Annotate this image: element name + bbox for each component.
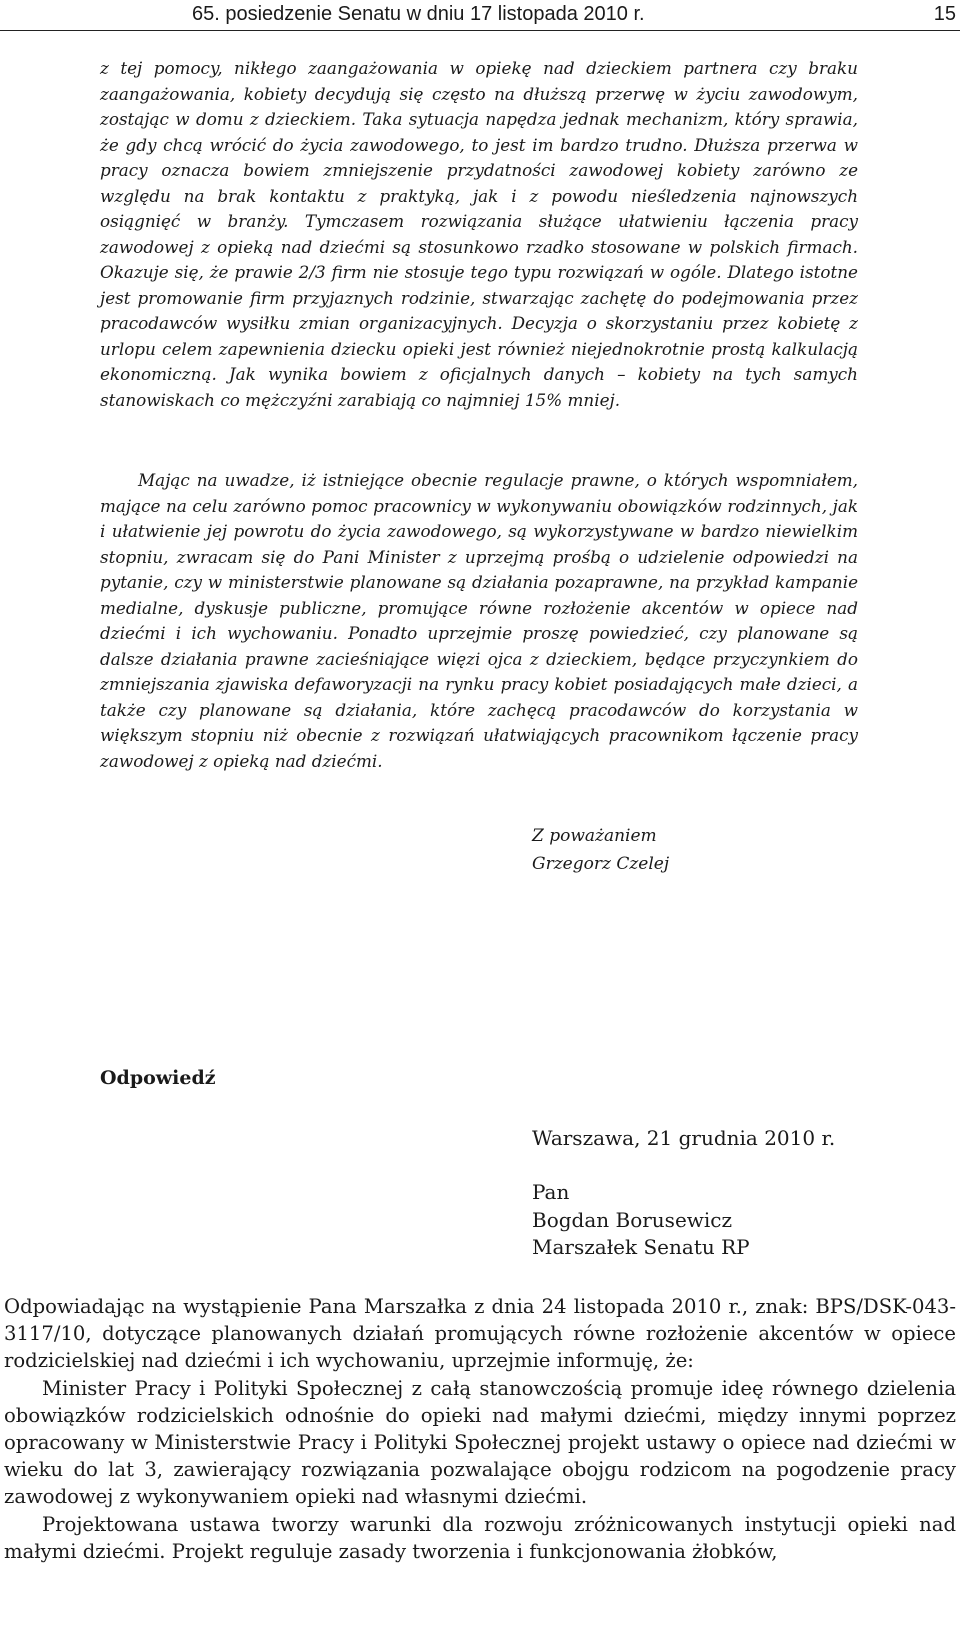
reply-body xyxy=(4,1293,956,1565)
statement-paragraph-1-block xyxy=(100,56,858,413)
addressee-line-1: Pan xyxy=(532,1180,570,1204)
header-title: 65. posiedzenie Senatu w dniu 17 listopada 2010 r. xyxy=(192,3,645,25)
answer-date: Warszawa, 21 grudnia 2010 r. xyxy=(532,1126,836,1150)
page-number: 15 xyxy=(933,3,956,25)
answer-heading: Odpowiedź xyxy=(100,1067,216,1089)
signature-name: Grzegorz Czelej xyxy=(532,854,670,874)
addressee-block xyxy=(532,1179,750,1262)
addressee-line-2: Bogdan Borusewicz xyxy=(532,1207,733,1232)
reply-paragraph-3: Projektowana ustawa tworzy warunki dla rozwoju zróżnicowanych instytucji opieki nad małymi dziećmi. Projekt reguluje zasady tworzenia i funkcjonowania żłobków, xyxy=(4,1512,956,1563)
statement-paragraph-1: z tej pomocy, nikłego zaangażowania w opiekę nad dzieckiem partnera czy braku zaangażowania, kobiety decydują się często na dłuższą przerwę w życiu zawodowym, zostając w domu z dzieckiem. Taka sytuacja napędza jednak mechanizm, który sprawia, że gdy chcą wrócić do życia zawodowego, to jest im bardzo trudno. Dłuższa przerwa w pracy oznacza bowiem zmniejszenie przydatności zawodowej kobiety zarówno ze względu na brak kontaktu z praktyką, jak i z powodu nieśledzenia najnowszych osiągnięć w branży. Tymczasem rozwiązania służące ułatwieniu łączenia pracy zawodowej z opieką nad dziećmi są stosunkowo rzadko stosowane w polskich firmach. Okazuje się, że prawie 2/3 firm nie stosuje tego typu rozwiązań w ogóle. Dlatego istotne jest promowanie firm przyjaznych rodzinie, stwarzając zachętę do podejmowania przez pracodawców wysiłku zmian organizacyjnych. Decyzja o skorzystaniu przez kobietę z urlopu celem zapewnienia dziecku opieki jest również niejednokrotnie prostą kalkulacją ekonomiczną. Jak wynika bowiem z oficjalnych danych – kobiety na tych samych stanowiskach co mężczyźni zarabiają co najmniej 15% mniej. xyxy=(100,58,858,410)
statement-paragraph-2-block xyxy=(100,468,858,774)
signature-closing: Z poważaniem xyxy=(532,826,657,846)
page-header xyxy=(0,0,960,31)
reply-paragraph-2: Minister Pracy i Polityki Społecznej z całą stanowczością promuje ideę równego dzielenia obowiązków rodzicielskich odnośnie do opieki nad małymi dziećmi, między innymi poprzez opracowany w Ministerstwie Pracy i Polityki Społecznej projekt ustawy o opiece nad dziećmi w wieku do lat 3, zawierający rozwiązania pozwalające obojgu rodzicom na pogodzenie pracy zawodowej z wykonywaniem opieki nad własnymi dziećmi. xyxy=(4,1376,956,1509)
signature-block xyxy=(532,822,669,878)
statement-paragraph-2: Mając na uwadze, iż istniejące obecnie regulacje prawne, o których wspomniałem, mające na celu zarówno pomoc pracownicy w wykonywaniu obowiązków rodzinnych, jak i ułatwienie jej powrotu do życia zawodowego, są wykorzystywane w bardzo niewielkim stopniu, zwracam się do Pani Minister z uprzejmą prośbą o udzielenie odpowiedzi na pytanie, czy w ministerstwie planowane są działania pozaprawne, na przykład kampanie medialne, dyskusje publiczne, promujące równe rozłożenie akcentów w opiece nad dziećmi i ich wychowaniu. Ponadto uprzejmie proszę powiedzieć, czy planowane są dalsze działania prawne zacieśniające więzi ojca z dzieckiem, będące przyczynkiem do zmniejszania zjawiska defaworyzacji na rynku pracy kobiet posiadających małe dzieci, a także czy planowane są działania, które zachęcą pracodawców do korzystania w większym stopniu niż obecnie z rozwiązań ułatwiających pracownikom łączenie pracy zawodowej z opieką nad dziećmi. xyxy=(100,470,858,771)
addressee-line-3: Marszałek Senatu RP xyxy=(532,1235,750,1259)
reply-paragraph-1: Odpowiadając na wystąpienie Pana Marszałka z dnia 24 listopada 2010 r., znak: BPS/DSK-043-3117/10, dotyczące planowanych działań promujących równe rozłożenie akcentów w opiece rodzicielskiej nad dziećmi i ich wychowaniu, uprzejmie informuję, że: xyxy=(4,1295,956,1373)
